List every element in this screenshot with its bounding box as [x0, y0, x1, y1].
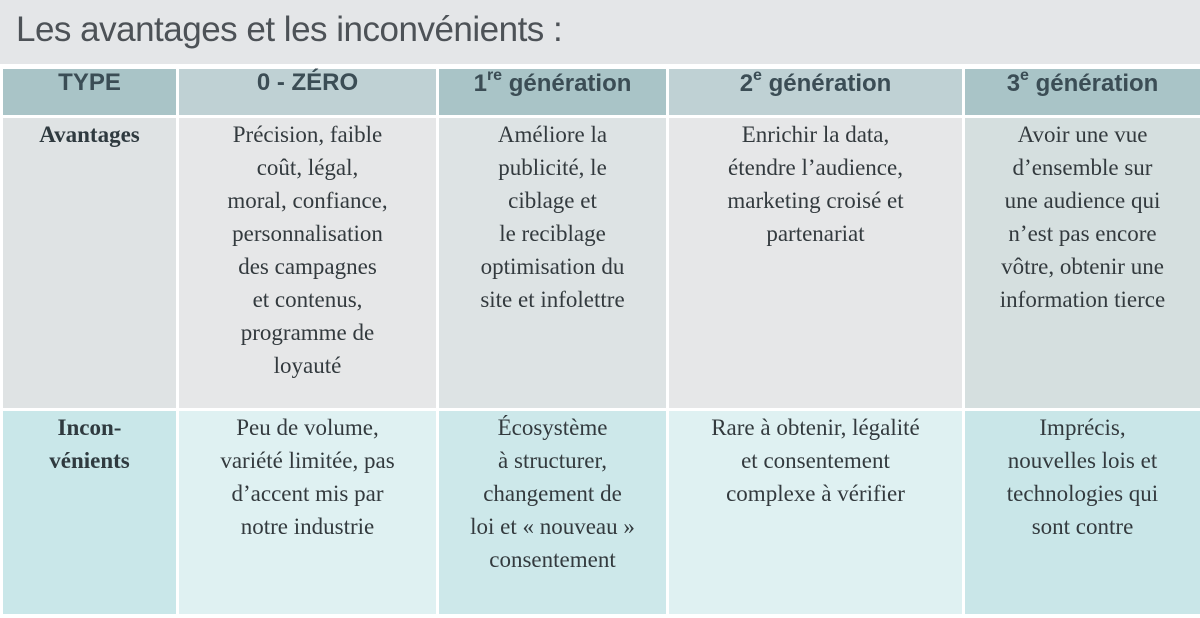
- header-type: [2, 68, 178, 117]
- row-label-inconvenients: Incon- vénients: [49, 415, 130, 473]
- cell-inconvenients-zero: Peu de volume, variété limitée, pas d’accent mis par notre industrie: [220, 415, 395, 539]
- table-row-avantages: [2, 117, 1200, 410]
- header-gen-1-suffix: re: [486, 67, 503, 84]
- cell-avantages-gen-3: Avoir une vue d’ensemble sur une audience qui n’est pas encore vôtre, obtenir une information tierce: [999, 122, 1166, 312]
- header-gen-3-number: 3: [1006, 70, 1021, 97]
- header-type-label: TYPE: [58, 69, 121, 96]
- cell-avantages-gen-2: Enrichir la data, étendre l’audience, marketing croisé et partenariat: [727, 122, 904, 246]
- table-cell: [178, 410, 438, 616]
- header-gen-3: [964, 68, 1200, 117]
- header-gen-3-suffix: e: [1020, 67, 1029, 84]
- header-gen-1: [438, 68, 668, 117]
- table-cell: [668, 117, 964, 410]
- header-gen-3-label: génération: [1028, 70, 1159, 97]
- header-gen-2-suffix: e: [753, 67, 762, 84]
- comparison-table: [0, 66, 1200, 617]
- header-zero-label: 0 - ZÉRO: [256, 69, 359, 96]
- header-zero: [178, 68, 438, 117]
- header-gen-2: [668, 68, 964, 117]
- row-label-cell: [2, 410, 178, 616]
- cell-inconvenients-gen-2: Rare à obtenir, légalité et consentement complexe à vérifier: [711, 415, 920, 506]
- header-gen-1-number: 1: [473, 70, 487, 97]
- header-gen-2-number: 2: [739, 70, 754, 97]
- title-bar: [0, 0, 1200, 64]
- header-row: [2, 68, 1200, 117]
- row-label-avantages: Avantages: [39, 122, 140, 147]
- page-title: Les avantages et les inconvénients :: [16, 10, 563, 49]
- table-cell: [178, 117, 438, 410]
- cell-inconvenients-gen-3: Imprécis, nouvelles lois et technologies qui sont contre: [1006, 415, 1159, 539]
- table-row-inconvenients: [2, 410, 1200, 616]
- cell-inconvenients-gen-1: Écosystème à structurer, changement de loi et « nouveau » consentement: [470, 415, 635, 572]
- header-gen-1-label: génération: [502, 70, 632, 97]
- cell-avantages-gen-1: Améliore la publicité, le ciblage et le reciblage optimisation du site et infolettre: [480, 122, 625, 312]
- cell-avantages-zero: Précision, faible coût, légal, moral, confiance, personnalisation des campagnes et contenus, programme de loyauté: [227, 122, 388, 378]
- table-cell: [438, 410, 668, 616]
- table-cell: [438, 117, 668, 410]
- table-cell: [668, 410, 964, 616]
- header-gen-2-label: génération: [761, 70, 892, 97]
- table-cell: [964, 117, 1200, 410]
- row-label-cell: [2, 117, 178, 410]
- table-cell: [964, 410, 1200, 616]
